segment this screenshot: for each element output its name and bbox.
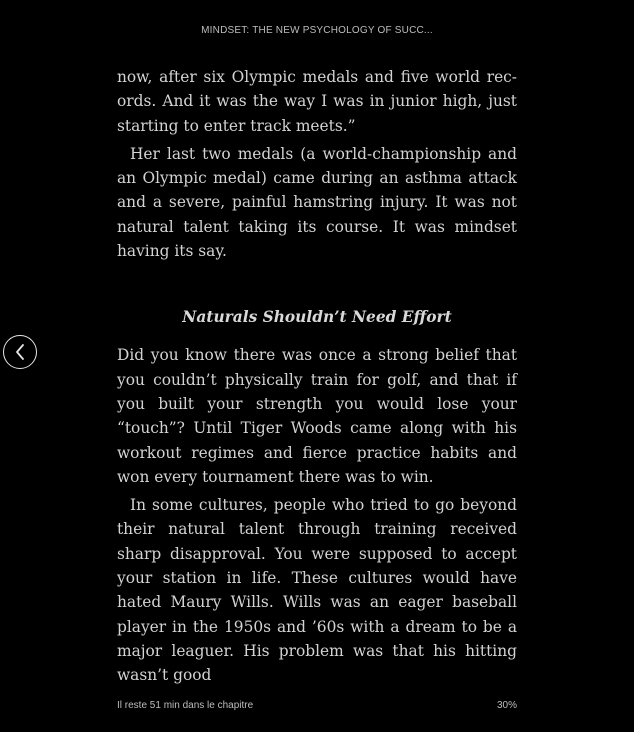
- paragraph: In some cultures, people who tried to go beyond their natural talent through training received sharp disapproval. You were supposed to accept your station in life. These cultures would have hated Maury Wills. Wills was an eager baseball player in the 1950s and ’60s with a dream to be a major leaguer. His problem was that his hitting wasn’t good: [117, 496, 517, 685]
- chevron-left-icon: [13, 343, 27, 361]
- book-title: MINDSET: THE NEW PSYCHOLOGY OF SUCC...: [201, 25, 433, 36]
- time-remaining: Il reste 51 min dans le chapitre: [117, 700, 254, 711]
- paragraph: now, after six Olympic medals and five world records. And it was the way I was in junior high, just starting to enter track meets.”: [117, 68, 517, 135]
- progress-percent: 30%: [496, 700, 517, 711]
- paragraph: Did you know there was once a strong belief that you couldn’t physically train for golf, and that if you built your strength you would lose your “touch”? Until Tiger Woods came along with his workout regimes and fierce practice habits and won every tournament there was to win.: [117, 346, 517, 486]
- section-heading: Naturals Shouldn’t Need Effort: [182, 308, 452, 327]
- paragraph: Her last two medals (a world-championship and an Olympic medal) came during an asthma attack and a severe, painful hamstring injury. It was not natural talent taking its course. It was mindset having its say.: [117, 144, 517, 261]
- page-text: [117, 65, 517, 692]
- previous-page-button[interactable]: [3, 335, 37, 369]
